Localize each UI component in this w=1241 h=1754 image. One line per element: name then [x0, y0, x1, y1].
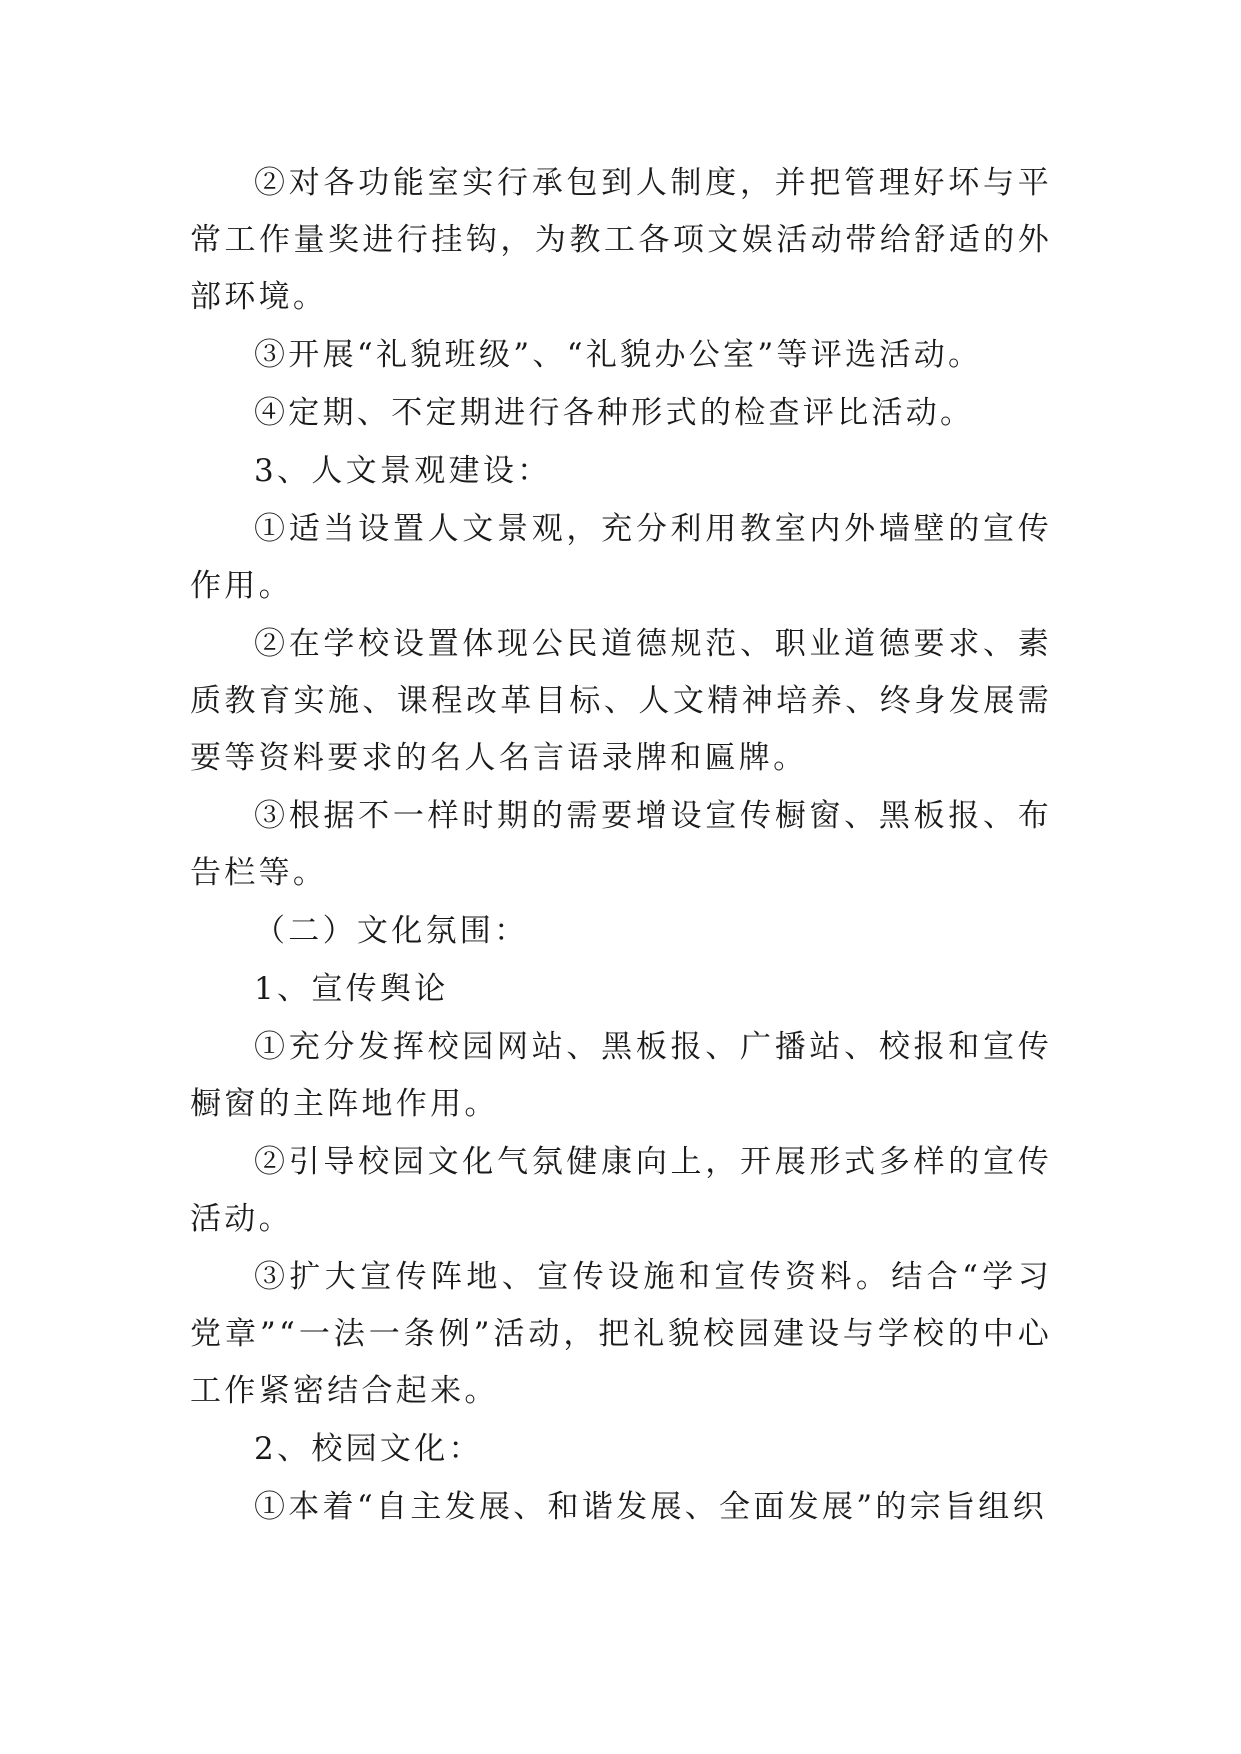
section-heading-humanistic-landscape: 3、人文景观建设： [254, 453, 552, 489]
document-body [190, 155, 1052, 1537]
paragraph-expand-publicity: ③扩大宣传阵地、宣传设施和宣传资料。结合“学习党章”“一法一条例”活动，把礼貌校园建设与学校的中心工作紧密结合起来。 [190, 1259, 1052, 1409]
paragraph-publicity-channels: ①充分发挥校园网站、黑板报、广播站、校报和宣传橱窗的主阵地作用。 [190, 1029, 1052, 1122]
section-heading-cultural-atmosphere: （二）文化氛围： [254, 913, 529, 949]
paragraph-courtesy-selection: ③开展“礼貌班级”、“礼貌办公室”等评选活动。 [254, 337, 983, 373]
paragraph-guide-atmosphere: ②引导校园文化气氛健康向上，开展形式多样的宣传活动。 [190, 1144, 1052, 1237]
paragraph-quote-plaques: ②在学校设置体现公民道德规范、职业道德要求、素质教育实施、课程改革目标、人文精神培养、终身发展需要等资料要求的名人名言语录牌和匾牌。 [190, 626, 1052, 776]
paragraph-contract-system: ②对各功能室实行承包到人制度，并把管理好坏与平常工作量奖进行挂钩，为教工各项文娱活动带给舒适的外部环境。 [190, 165, 1052, 315]
paragraph-inspection: ④定期、不定期进行各种形式的检查评比活动。 [254, 395, 975, 431]
paragraph-development-principle: ①本着“自主发展、和谐发展、全面发展”的宗旨组织 [254, 1489, 1047, 1525]
paragraph-landscape-setup: ①适当设置人文景观，充分利用教室内外墙壁的宣传作用。 [190, 511, 1052, 604]
section-heading-campus-culture: 2、校园文化： [254, 1431, 483, 1467]
section-heading-publicity: 1、宣传舆论 [254, 971, 449, 1007]
paragraph-bulletin-boards: ③根据不一样时期的需要增设宣传橱窗、黑板报、布告栏等。 [190, 798, 1052, 891]
